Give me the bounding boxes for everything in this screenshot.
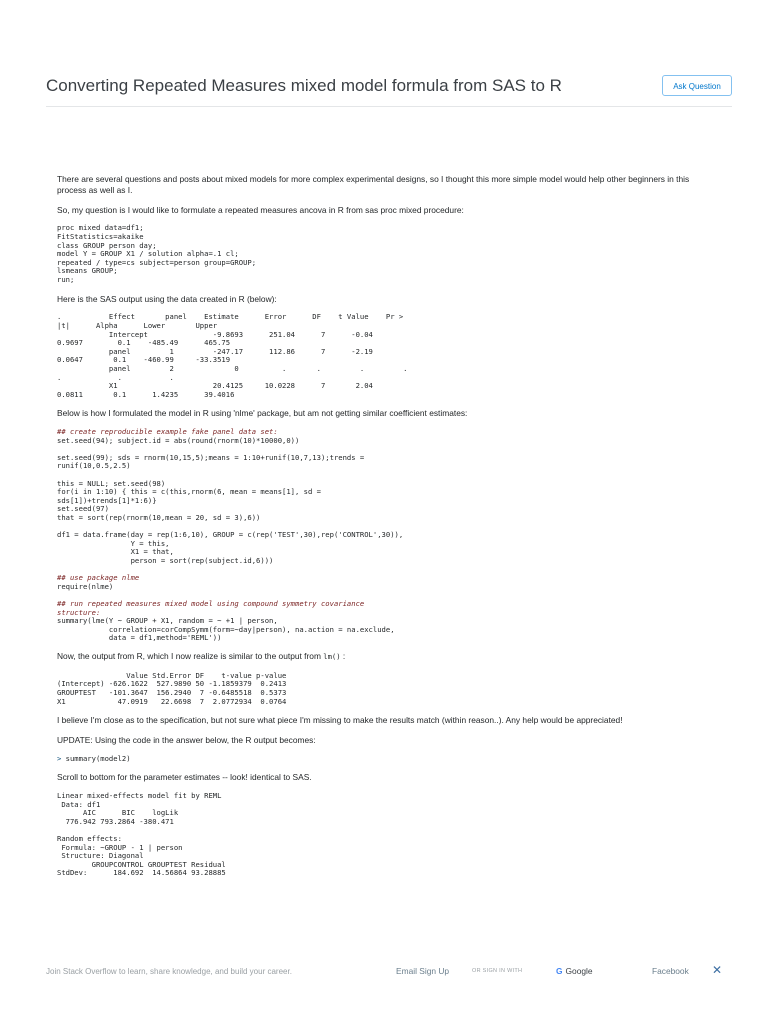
question-paragraph: So, my question is I would like to formulate a repeated measures ancova in R from sas proc mixed procedure: (57, 204, 464, 215)
code-line: this = NULL; set.seed(98) for(i in 1:10) { this = c(this,rnorm(6, mean = means[1], sd = sds[1])+trends[1]*1:6)} set.seed(97) that = sort(rep(rnorm(10,mean = 20, sd = 3),6)) (57, 478, 321, 523)
sas-code-block: proc mixed data=df1; FitStatistics=akaike class GROUP person day; model Y = GROUP X1 / solution alpha=.1 cl; repeated / type=cs subject=person group=GROUP; lsmeans GROUP; run; (57, 223, 257, 284)
or-sign-in-label: OR SIGN IN WITH (472, 968, 523, 974)
r-output-intro-text: Now, the output from R, which I now realize is similar to the output from (57, 650, 324, 661)
r-model-intro: Below is how I formulated the model in R using 'nlme' package, but am not getting similar coefficient estimates: (57, 408, 468, 419)
update-paragraph: UPDATE: Using the code in the answer below, the R output becomes: (57, 734, 316, 745)
r-output-intro (57, 651, 717, 663)
summary-call: summary(model2) (65, 753, 131, 763)
signup-footer (0, 952, 768, 992)
code-line: df1 = data.frame(day = rep(1:6,10), GROUP = c(rep('TEST',30),rep('CONTROL',30)), Y = this, X1 = that, person = sort(rep(subject.id,6))) (57, 530, 404, 565)
r-output-block: Value Std.Error DF t-value p-value (Intercept) -626.1622 527.9890 50 -1.1859379 0.2413 GROUPTEST -101.3647 156.2940 7 -0.6485518 0.5373 X1 47.0919 22.6698 7 2.0772934 0.0764 (57, 670, 287, 706)
google-label: Google (565, 966, 593, 976)
email-signup-link[interactable]: Email Sign Up (396, 966, 450, 976)
sas-output-intro: Here is the SAS output using the data created in R (below): (57, 293, 277, 304)
code-line: set.seed(94); subject.id = abs(round(rnorm(10)*10000,0)) (57, 435, 300, 445)
sas-output-block: . Effect panel Estimate Error DF t Value Pr > |t| Alpha Lower Upper Intercept -9.8693 251.04 7 -0.04 0.9697 0.1 -485.49 465.75 panel 1 -247.17 112.86 7 -2.19 0.0647 0.1 -460.99 -33.3519 panel 2 0 . . . . . . . X1 20.4125 10.0228 7 2.04 0.0811 0.1 1.4235 39.4016 (57, 312, 408, 399)
code-line: set.seed(99); sds = rnorm(10,15,5);means = 1:10+runif(10,7,13);trends = runif(10,0.5,2.5) (57, 452, 365, 471)
ask-question-button[interactable]: Ask Question (662, 75, 732, 96)
r-code-block (57, 428, 717, 643)
summary-code-block (57, 755, 717, 764)
signup-promo-text: Join Stack Overflow to learn, share knowledge, and build your career. (46, 967, 292, 976)
scroll-note: Scroll to bottom for the parameter estimates -- look! identical to SAS. (57, 772, 312, 783)
code-line: require(nlme) (57, 581, 114, 591)
facebook-signin-button[interactable]: Facebook (652, 966, 689, 976)
google-signin-button[interactable] (556, 966, 593, 976)
close-icon[interactable]: ✕ (712, 963, 723, 977)
model-output-block: Linear mixed-effects model fit by REML Data: df1 AIC BIC logLik 776.942 793.2864 -380.471 Random effects: Formula: ~GROUP - 1 | person Structure: Diagonal GROUPCONTROL GROUPTEST Residual StdDev: 184.692 14.56864 93.28885 (57, 791, 226, 878)
question-header (46, 72, 732, 107)
question-body (57, 174, 717, 878)
closing-paragraph: I believe I'm close as to the specification, but not sure what piece I'm missing to make the results match (within reason..). Any help would be appreciated! (57, 715, 623, 726)
intro-paragraph: There are several questions and posts about mixed models for more complex experimental designs, so I thought this more simple model would help other beginners in this process as well as I. (57, 174, 690, 195)
console-prompt: > (57, 753, 66, 763)
question-title[interactable]: Converting Repeated Measures mixed model formula from SAS to R (46, 76, 562, 95)
inline-code: lm() (323, 651, 341, 661)
r-output-intro-end: : (340, 650, 346, 661)
code-comment: ## use package nlme (57, 573, 140, 583)
google-icon: G (556, 966, 563, 976)
code-line: summary(lme(Y ~ GROUP + X1, random = ~ +1 | person, correlation=corCompSymm(form=~day|person), na.action = na.exclude, data = df1,method='REML')) (57, 616, 395, 643)
code-comment: ## run repeated measures mixed model using compound symmetry covariance structure: (57, 598, 365, 617)
code-comment: ## create reproducible example fake panel data set: (57, 427, 278, 437)
